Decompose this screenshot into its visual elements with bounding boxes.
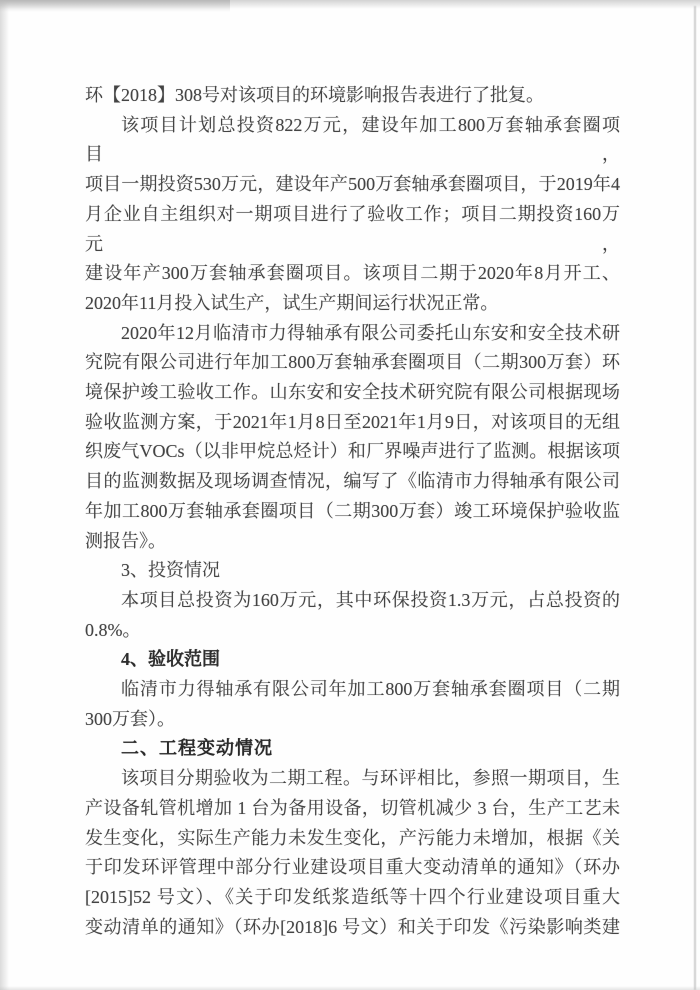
text-line: 织废气VOCs（以非甲烷总烃计）和厂界噪声进行了监测。根据该项: [85, 441, 620, 462]
text-line: 4、验收范围: [121, 649, 220, 670]
text-line: 变动清单的通知》（环办[2018]6 号文）和关于印发《污染影响类建: [85, 916, 620, 937]
text-line: 2020年12月临清市力得轴承有限公司委托山东安和安全技术研: [121, 322, 620, 343]
text-line: 3、投资情况: [121, 560, 220, 581]
text-line: 境保护竣工验收工作。山东安和安全技术研究院有限公司根据现场: [85, 382, 620, 403]
text-line: 验收监测方案，于2021年1月8日至2021年1月9日，对该项目的无组: [85, 411, 620, 432]
text-line: 产设备轧管机增加 1 台为备用设备，切管机减少 3 台，生产工艺未: [85, 797, 620, 818]
scan-edge-bottom: [0, 986, 700, 990]
text-line: [2015]52 号文）、《关于印发纸浆造纸等十四个行业建设项目重大: [85, 886, 620, 907]
text-line: 测报告》。: [85, 530, 166, 551]
text-line: 发生变化，实际生产能力未发生变化，产污能力未增加，根据《关: [85, 827, 620, 848]
text-line: 临清市力得轴承有限公司年加工800万套轴承套圈项目（二期: [121, 679, 620, 700]
text-line: 0.8%。: [85, 619, 141, 640]
scan-edge-left: [0, 0, 9, 990]
scan-edge-top: [0, 0, 700, 9]
text-line: 于印发环评管理中部分行业建设项目重大变动清单的通知》（环办: [85, 857, 620, 878]
text-line: 该项目计划总投资822万元，建设年加工800万套轴承套圈项目，: [85, 114, 620, 165]
text-line: 300万套）。: [85, 708, 175, 729]
scan-edge-top-left: [0, 0, 230, 12]
scan-edge-right: [694, 6, 696, 990]
text-line: 年加工800万套轴承套圈项目（二期300万套）竣工环境保护验收监: [85, 500, 620, 521]
text-line: 2020年11月投入试生产，试生产期间运行状况正常。: [85, 292, 499, 313]
text-line: 二、工程变动情况: [121, 738, 273, 759]
text-line: 究院有限公司进行年加工800万套轴承套圈项目（二期300万套）环: [85, 352, 620, 373]
text-line: 项目一期投资530万元，建设年产500万套轴承套圈项目，于2019年4: [85, 174, 620, 195]
text-line: 月企业自主组织对一期项目进行了验收工作；项目二期投资160万元，: [85, 203, 620, 254]
text-line: 环【2018】308号对该项目的环境影响报告表进行了批复。: [85, 85, 544, 105]
text-block: [85, 81, 620, 942]
text-line: 本项目总投资为160万元，其中环保投资1.3万元，占总投资的: [121, 589, 620, 610]
text-line: 目的监测数据及现场调查情况，编写了《临清市力得轴承有限公司: [85, 471, 620, 492]
text-line: 建设年产300万套轴承套圈项目。该项目二期于2020年8月开工、: [85, 263, 620, 284]
text-line: 该项目分期验收为二期工程。与环评相比，参照一期项目，生: [121, 768, 620, 789]
